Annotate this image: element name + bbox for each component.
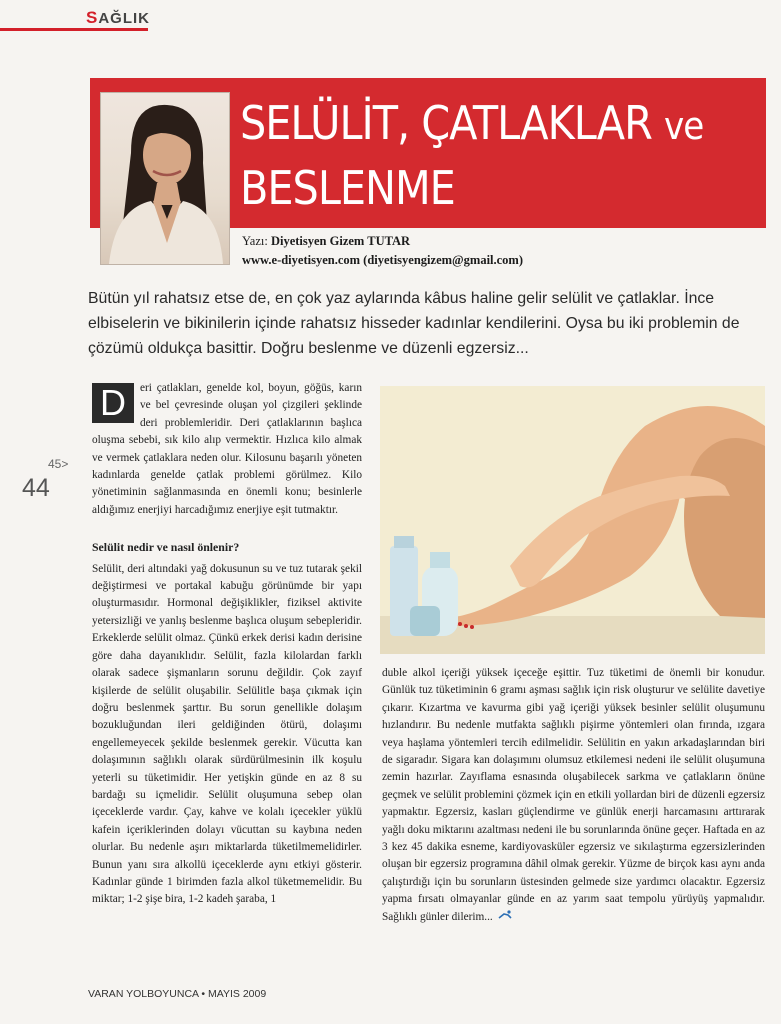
article-title	[240, 92, 760, 219]
byline-prefix: Yazı:	[242, 234, 268, 248]
subheading: Selülit nedir ve nasıl önlenir?	[92, 540, 240, 555]
dropcap: D	[92, 383, 134, 423]
title-ve: ve	[664, 104, 704, 148]
footer-date: MAYIS 2009	[208, 988, 267, 1000]
byline	[242, 232, 523, 270]
intro-paragraph	[92, 380, 362, 519]
author-photo	[100, 92, 230, 265]
page-number: 44	[22, 474, 50, 502]
runner-icon	[497, 909, 513, 926]
section-label-rest: AĞLIK	[98, 10, 151, 27]
right-column-text: duble alkol içeriği yüksek içeceğe eşittir. Tuz tüketimi de önemli bir konudur. Günlük tuz tüketiminin 6 gramı aşması sağlık için risk oluşturur ve selülite davetiye çıkarır. Kızartma ve kavurma gibi yağ içeriği yüksek besinler selülit oluşumunu hızlandırır. Bu nedenle mutfakta sağlıklı pişirme yöntemleri olan fırında, ızgara veya haşlama yöntemleri tercih edilmelidir. Selülitin en yakın arkadaşlarından biri de sigaradır. Sigara kan dolaşımını olumsuz etkilemesi nedeni ile selülit oluşumuna zemin hazırlar. Zayıflama esnasında oluşabilecek sarkma ve çatlakların önüne geçmek ve selülit problemini çözmek için en etkili yollardan biri de düzenli egzersiz yapmaktır. Egzersiz, kasları güçlendirme ve günlük enerji harcamasını arttırarak yağlı doku miktarını azaltması nedeni ile bu sorunlarında önüne geçer. Haftada en az 3 kez 45 dakika esneme, kardiyovasküler egzersiz ve sıkılaştırma egzersizlerinden oluşan bir egzersiz programına dâhil olmak gerekir. Yüzme de birçok kası aynı anda çalıştırdığı için bu sorunların üstesinden gelmede size yardımcı olacaktır. Egzersiz yapma fırsatı olmayanlar günde en az yarım saat tempolu yürüyüş yapmalıdır. Sağlıklı günler dilerim...	[382, 667, 766, 923]
section-label	[86, 8, 150, 28]
cellulite-paragraph: Selülit, deri altındaki yağ dokusunun su ve tuz tutarak şekil değiştirmesi ve portakal kabuğu görünümde bir yapı oluşturmasıdır. Hormonal değişiklikler, fiziksel aktivite yetersizliği ve yanlış beslenme başlıca oluşum sebepleridir. Erkeklerde selülit olmaz. Çünkü erkek derisi kadın derisine göre daha dayanıklıdır. Selülit, fazla kilolardan farklı olarak sadece şişmanların sorunu değildir. Çok zayıf kişilerde de selülit oluşabilir. Selülitle başa çıkmak için doğru beslenmek şarttır. Bu sorun genellikle dolaşım bozukluğundan ileri geldiğinden ötürü, dolaşımı engellemeyecek şekilde beslenmek gerekir. Vücutta kan dolaşımının sağlıklı olarak sürdürülmesinin ilk koşulu yeterli su tüketimidir. Her yetişkin günde en az 8 su bardağı su içmelidir. Selülit oluşumuna sebep olan içeceklerde vardır. Çay, kahve ve kolalı içecekler yüklü kafein içeriklerinden dolayı vücuttan su kaybına neden olurlar. Bu nedenle aşırı miktarlarda tüketilmemelidirler. Bunun yanı sıra alkollü içeceklerde aynı etkiyi gösterir. Kadınlar günde 1 birimden fazla alkol tüketmemelidir. Bu miktar; 1-2 şişe bira, 1-2 kadeh şaraba, 1	[92, 562, 362, 906]
section-rule	[0, 28, 148, 31]
right-column-paragraph	[382, 665, 765, 926]
column-left	[92, 380, 362, 909]
legs-illustration	[380, 386, 765, 654]
column-right	[382, 665, 765, 926]
footer-separator: •	[201, 988, 206, 1000]
page-number-small: 45>	[48, 457, 69, 471]
byline-contact: www.e-diyetisyen.com (diyetisyengizem@gmail.com)	[242, 253, 524, 267]
footer-publication: VARAN YOLBOYUNCA	[88, 988, 199, 1000]
byline-author: Diyetisyen Gizem TUTAR	[270, 234, 411, 248]
intro-text: eri çatlakları, genelde kol, boyun, göğüs, karın ve bel çevresinde oluşan yol çizgileri şeklinde deri problemleridir. Deri çatlaklarının başlıca oluşma sebebi, sık kilo alıp vermektir. Hızlıca kilo almak ve vermek çatlaklara neden olur. Kilosunu başarılı yöneten kadınlarda genelde çatlak problemi görülmez. Kilo yönetiminin sağlanmasında en önemli konu; besinlerle aldığımız enerjiyi harcadığımız enerjiye eşit tutmaktır.	[92, 382, 362, 516]
footer	[88, 988, 266, 1000]
title-line-1: SELÜLİT, ÇATLAKLAR	[240, 96, 652, 150]
title-line-2: BESLENME	[240, 161, 455, 215]
section-label-first: S	[86, 8, 99, 27]
lead-paragraph: Bütün yıl rahatsız etse de, en çok yaz aylarında kâbus haline gelir selülit ve çatlaklar. İnce elbiselerin ve bikinilerin içinde rahatsız hisseder kadınlar kendilerini. Oysa bu iki problemin de çözümü oldukça basittir. Doğru beslenme ve düzenli egzersiz...	[88, 290, 740, 357]
